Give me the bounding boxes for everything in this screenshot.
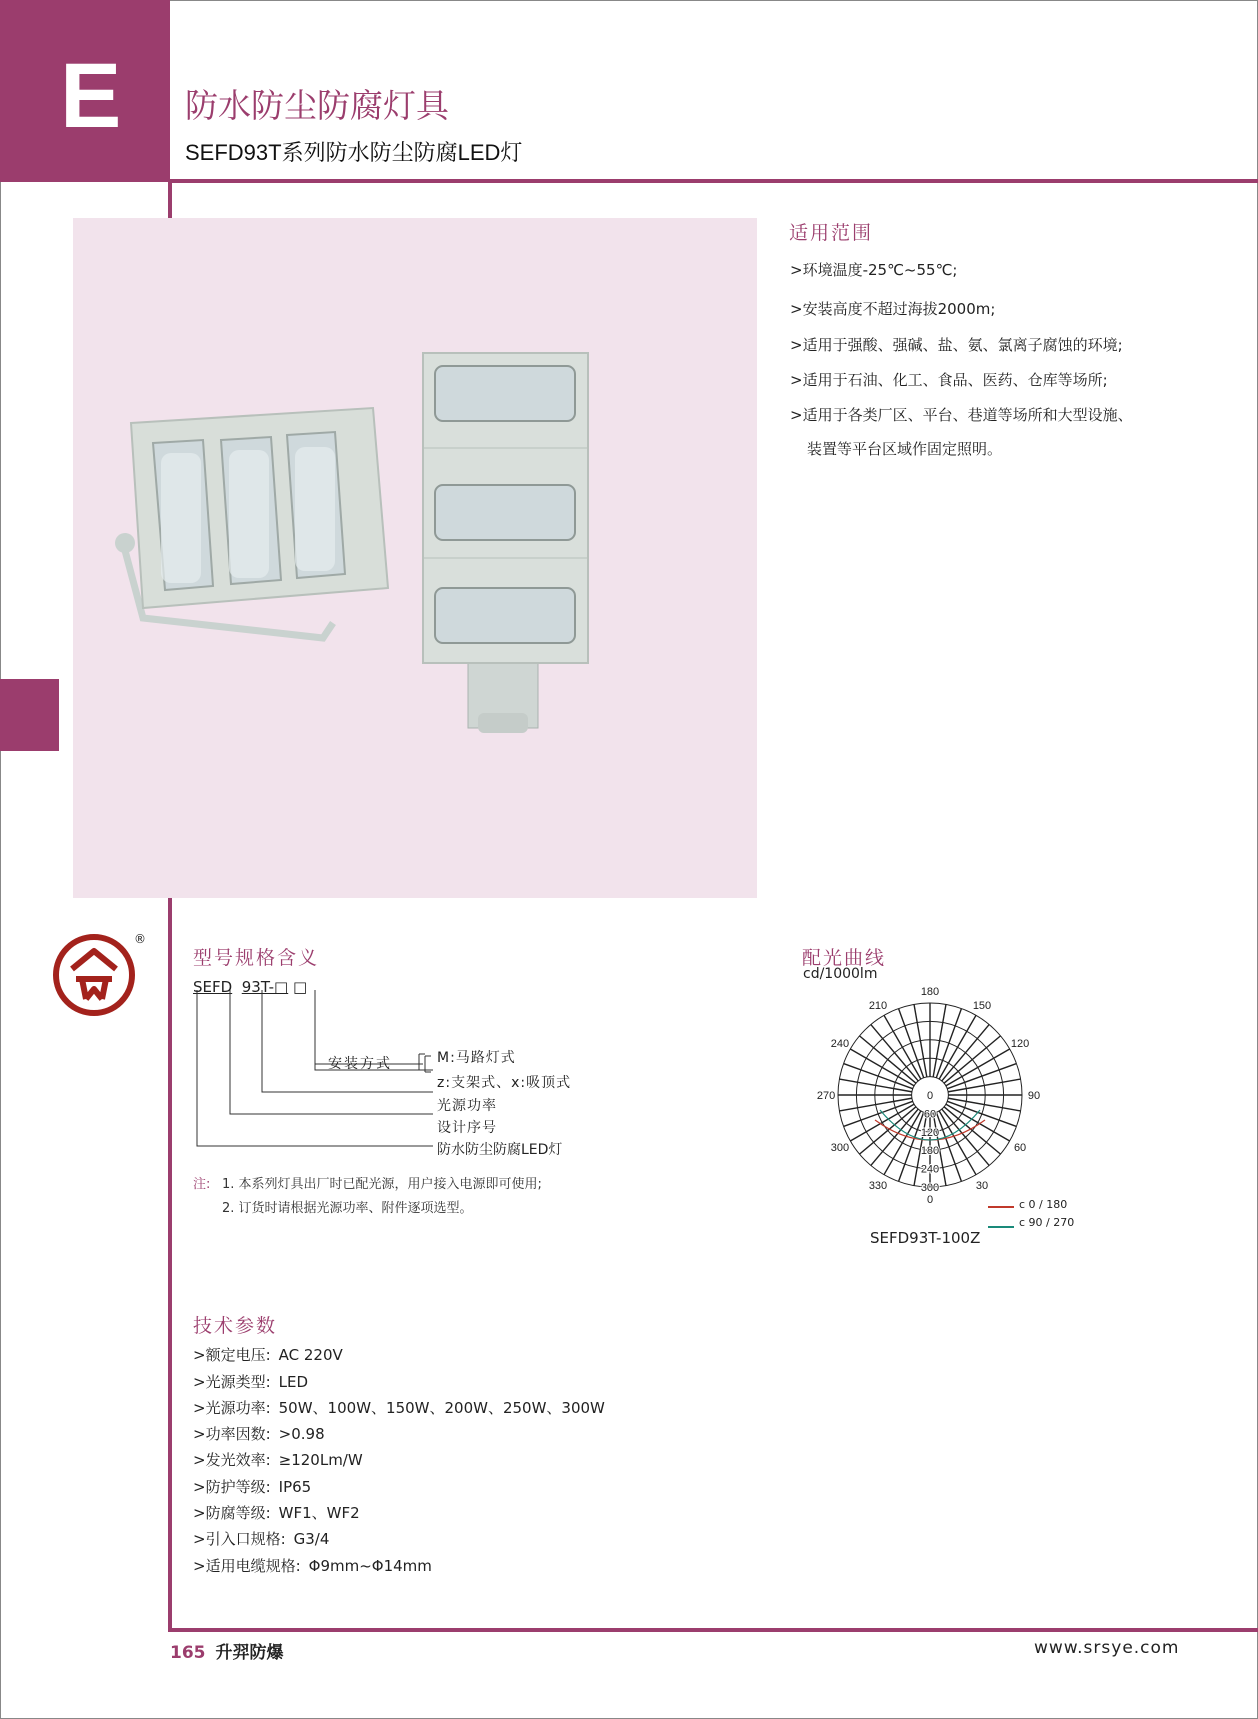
tech-value: LED	[278, 1373, 309, 1391]
grid-spoke	[948, 1079, 1021, 1092]
footer-brand	[170, 1638, 284, 1663]
page-title: 防水防尘防腐灯具	[185, 87, 449, 124]
angle-label: 0	[926, 1194, 934, 1206]
code-part-install: □	[292, 978, 308, 996]
scope-item	[790, 302, 995, 317]
bullet-marker: >	[193, 1478, 206, 1496]
curve-model: SEFD93T-100Z	[870, 1229, 981, 1247]
angle-label: 180	[920, 986, 940, 998]
tech-heading: 技术参数	[193, 1315, 278, 1337]
radial-label: 60	[923, 1108, 937, 1121]
tech-item	[193, 1559, 432, 1574]
angle-label: 60	[1013, 1142, 1027, 1154]
tech-item	[193, 1401, 605, 1416]
header-rule	[170, 179, 1258, 183]
scope-item	[790, 263, 957, 278]
polar-labels	[817, 986, 1040, 1206]
bullet-marker: >	[790, 406, 803, 424]
model-heading: 型号规格含义	[193, 947, 320, 969]
tech-label: 功率因数:	[205, 1425, 271, 1443]
scope-item-text: 环境温度-25℃~55℃;	[802, 261, 958, 279]
angle-label: 120	[1010, 1038, 1030, 1050]
product-illustration	[73, 218, 757, 898]
tech-label: 光源功率:	[205, 1399, 271, 1417]
tech-value: >0.98	[278, 1425, 325, 1443]
bullet-marker: >	[193, 1451, 206, 1469]
legend-label-c90: c 90 / 270	[1019, 1216, 1075, 1229]
angle-label: 240	[830, 1038, 850, 1050]
radial-label: 180	[920, 1145, 940, 1158]
curve-unit: cd/1000lm	[803, 966, 878, 982]
legend-label-c0: c 0 / 180	[1019, 1198, 1068, 1211]
company-logo	[52, 933, 136, 1017]
bullet-marker: >	[193, 1425, 206, 1443]
page-number: 165	[170, 1643, 206, 1663]
install-label: 安装方式	[328, 1056, 392, 1072]
bullet-marker: >	[193, 1557, 206, 1575]
footer-rule	[168, 1628, 1258, 1632]
note-prefix: 注:	[193, 1177, 211, 1192]
radial-label: 240	[920, 1163, 940, 1176]
tech-label: 防护等级:	[205, 1478, 271, 1496]
scope-item-continued: 装置等平台区域作固定照明。	[807, 440, 1003, 458]
bullet-marker: >	[790, 336, 803, 354]
angle-label: 150	[972, 999, 992, 1012]
tech-item	[193, 1375, 308, 1390]
angle-label: 90	[1027, 1090, 1041, 1102]
install-option-m: M:马路灯式	[437, 1050, 516, 1066]
tech-item	[193, 1480, 311, 1495]
registered-mark: ®	[134, 932, 146, 946]
tech-item	[193, 1506, 360, 1521]
tech-value: WF1、WF2	[278, 1504, 360, 1522]
power-label: 光源功率	[437, 1098, 497, 1114]
bullet-marker: >	[790, 261, 803, 279]
scope-item	[790, 408, 1133, 423]
tech-value: IP65	[278, 1478, 312, 1496]
radial-label: 120	[920, 1126, 940, 1139]
scope-heading: 适用范围	[789, 222, 874, 244]
scope-item-text: 适用于各类厂区、平台、巷道等场所和大型设施、	[802, 406, 1133, 424]
grid-spoke	[839, 1098, 912, 1111]
page-subtitle: SEFD93T系列防水防尘防腐LED灯	[185, 140, 523, 165]
side-marker	[0, 679, 59, 751]
curve-heading: 配光曲线	[802, 947, 887, 969]
grid-spoke	[839, 1079, 912, 1092]
tech-item	[193, 1532, 329, 1547]
code-part-design: 93T-□	[241, 978, 289, 996]
grid-spoke	[936, 1009, 961, 1079]
angle-label: 300	[830, 1142, 850, 1154]
tech-value: 50W、100W、150W、200W、250W、300W	[278, 1399, 605, 1417]
polar-diagram	[816, 985, 1041, 1206]
grid-spoke	[948, 1098, 1021, 1111]
tech-label: 额定电压:	[205, 1346, 271, 1364]
bullet-marker: >	[790, 300, 803, 318]
product-photo	[73, 218, 757, 898]
tech-item	[193, 1453, 363, 1468]
tech-label: 引入口规格:	[205, 1530, 286, 1548]
brand-name: 升羿防爆	[215, 1643, 284, 1663]
bullet-marker: >	[193, 1504, 206, 1522]
legend-swatch-c0	[988, 1206, 1014, 1208]
tech-label: 适用电缆规格:	[205, 1557, 301, 1575]
section-letter: E	[60, 45, 122, 147]
tech-label: 发光效率:	[205, 1451, 271, 1469]
code-part-series: SEFD	[193, 978, 233, 996]
scope-item	[790, 338, 1123, 353]
tech-item	[193, 1348, 343, 1363]
angle-label: 330	[868, 1180, 888, 1193]
scope-item-text: 适用于石油、化工、食品、医药、仓库等场所;	[802, 371, 1108, 389]
tech-value: AC 220V	[278, 1346, 343, 1364]
angle-label: 30	[975, 1180, 989, 1193]
radial-label: 300	[920, 1182, 940, 1194]
tech-label: 光源类型:	[205, 1373, 271, 1391]
floodlight-image	[115, 408, 388, 638]
bullet-marker: >	[193, 1530, 206, 1548]
scope-item-text: 适用于强酸、强碱、盐、氨、氯离子腐蚀的环境;	[802, 336, 1123, 354]
angle-label: 210	[868, 999, 888, 1012]
note-line: 1. 本系列灯具出厂时已配光源，用户接入电源即可使用;	[222, 1177, 542, 1192]
tech-label: 防腐等级:	[205, 1504, 271, 1522]
scope-item-text: 安装高度不超过海拔2000m;	[802, 300, 996, 318]
grid-spoke	[936, 1112, 961, 1182]
tech-value: Φ9mm~Φ14mm	[308, 1557, 432, 1575]
grid-spoke	[947, 1064, 1017, 1089]
tech-item	[193, 1427, 325, 1442]
bullet-marker: >	[193, 1373, 206, 1391]
design-label: 设计序号	[437, 1120, 497, 1136]
streetlight-image	[423, 353, 588, 733]
bullet-marker: >	[193, 1399, 206, 1417]
note-line: 2. 订货时请根据光源功率、附件逐项选型。	[222, 1201, 473, 1216]
product-label: 防水防尘防腐LED灯	[437, 1142, 563, 1158]
grid-spoke	[899, 1009, 924, 1079]
install-bracket	[193, 990, 453, 1090]
angle-label: 270	[816, 1090, 836, 1102]
radial-label: 0	[926, 1090, 934, 1102]
tech-value: ≥120Lm/W	[278, 1451, 363, 1469]
legend-swatch-c90	[988, 1226, 1014, 1228]
bullet-marker: >	[790, 371, 803, 389]
bullet-marker: >	[193, 1346, 206, 1364]
grid-spoke	[914, 1004, 927, 1077]
scope-item	[790, 373, 1108, 388]
grid-spoke	[933, 1004, 946, 1077]
tech-value: G3/4	[293, 1530, 330, 1548]
install-option-z: z:支架式、x:吸顶式	[437, 1075, 572, 1091]
grid-spoke	[844, 1064, 914, 1089]
website-link[interactable]: www.srsye.com	[1034, 1638, 1180, 1658]
logo-icon	[52, 933, 136, 1017]
